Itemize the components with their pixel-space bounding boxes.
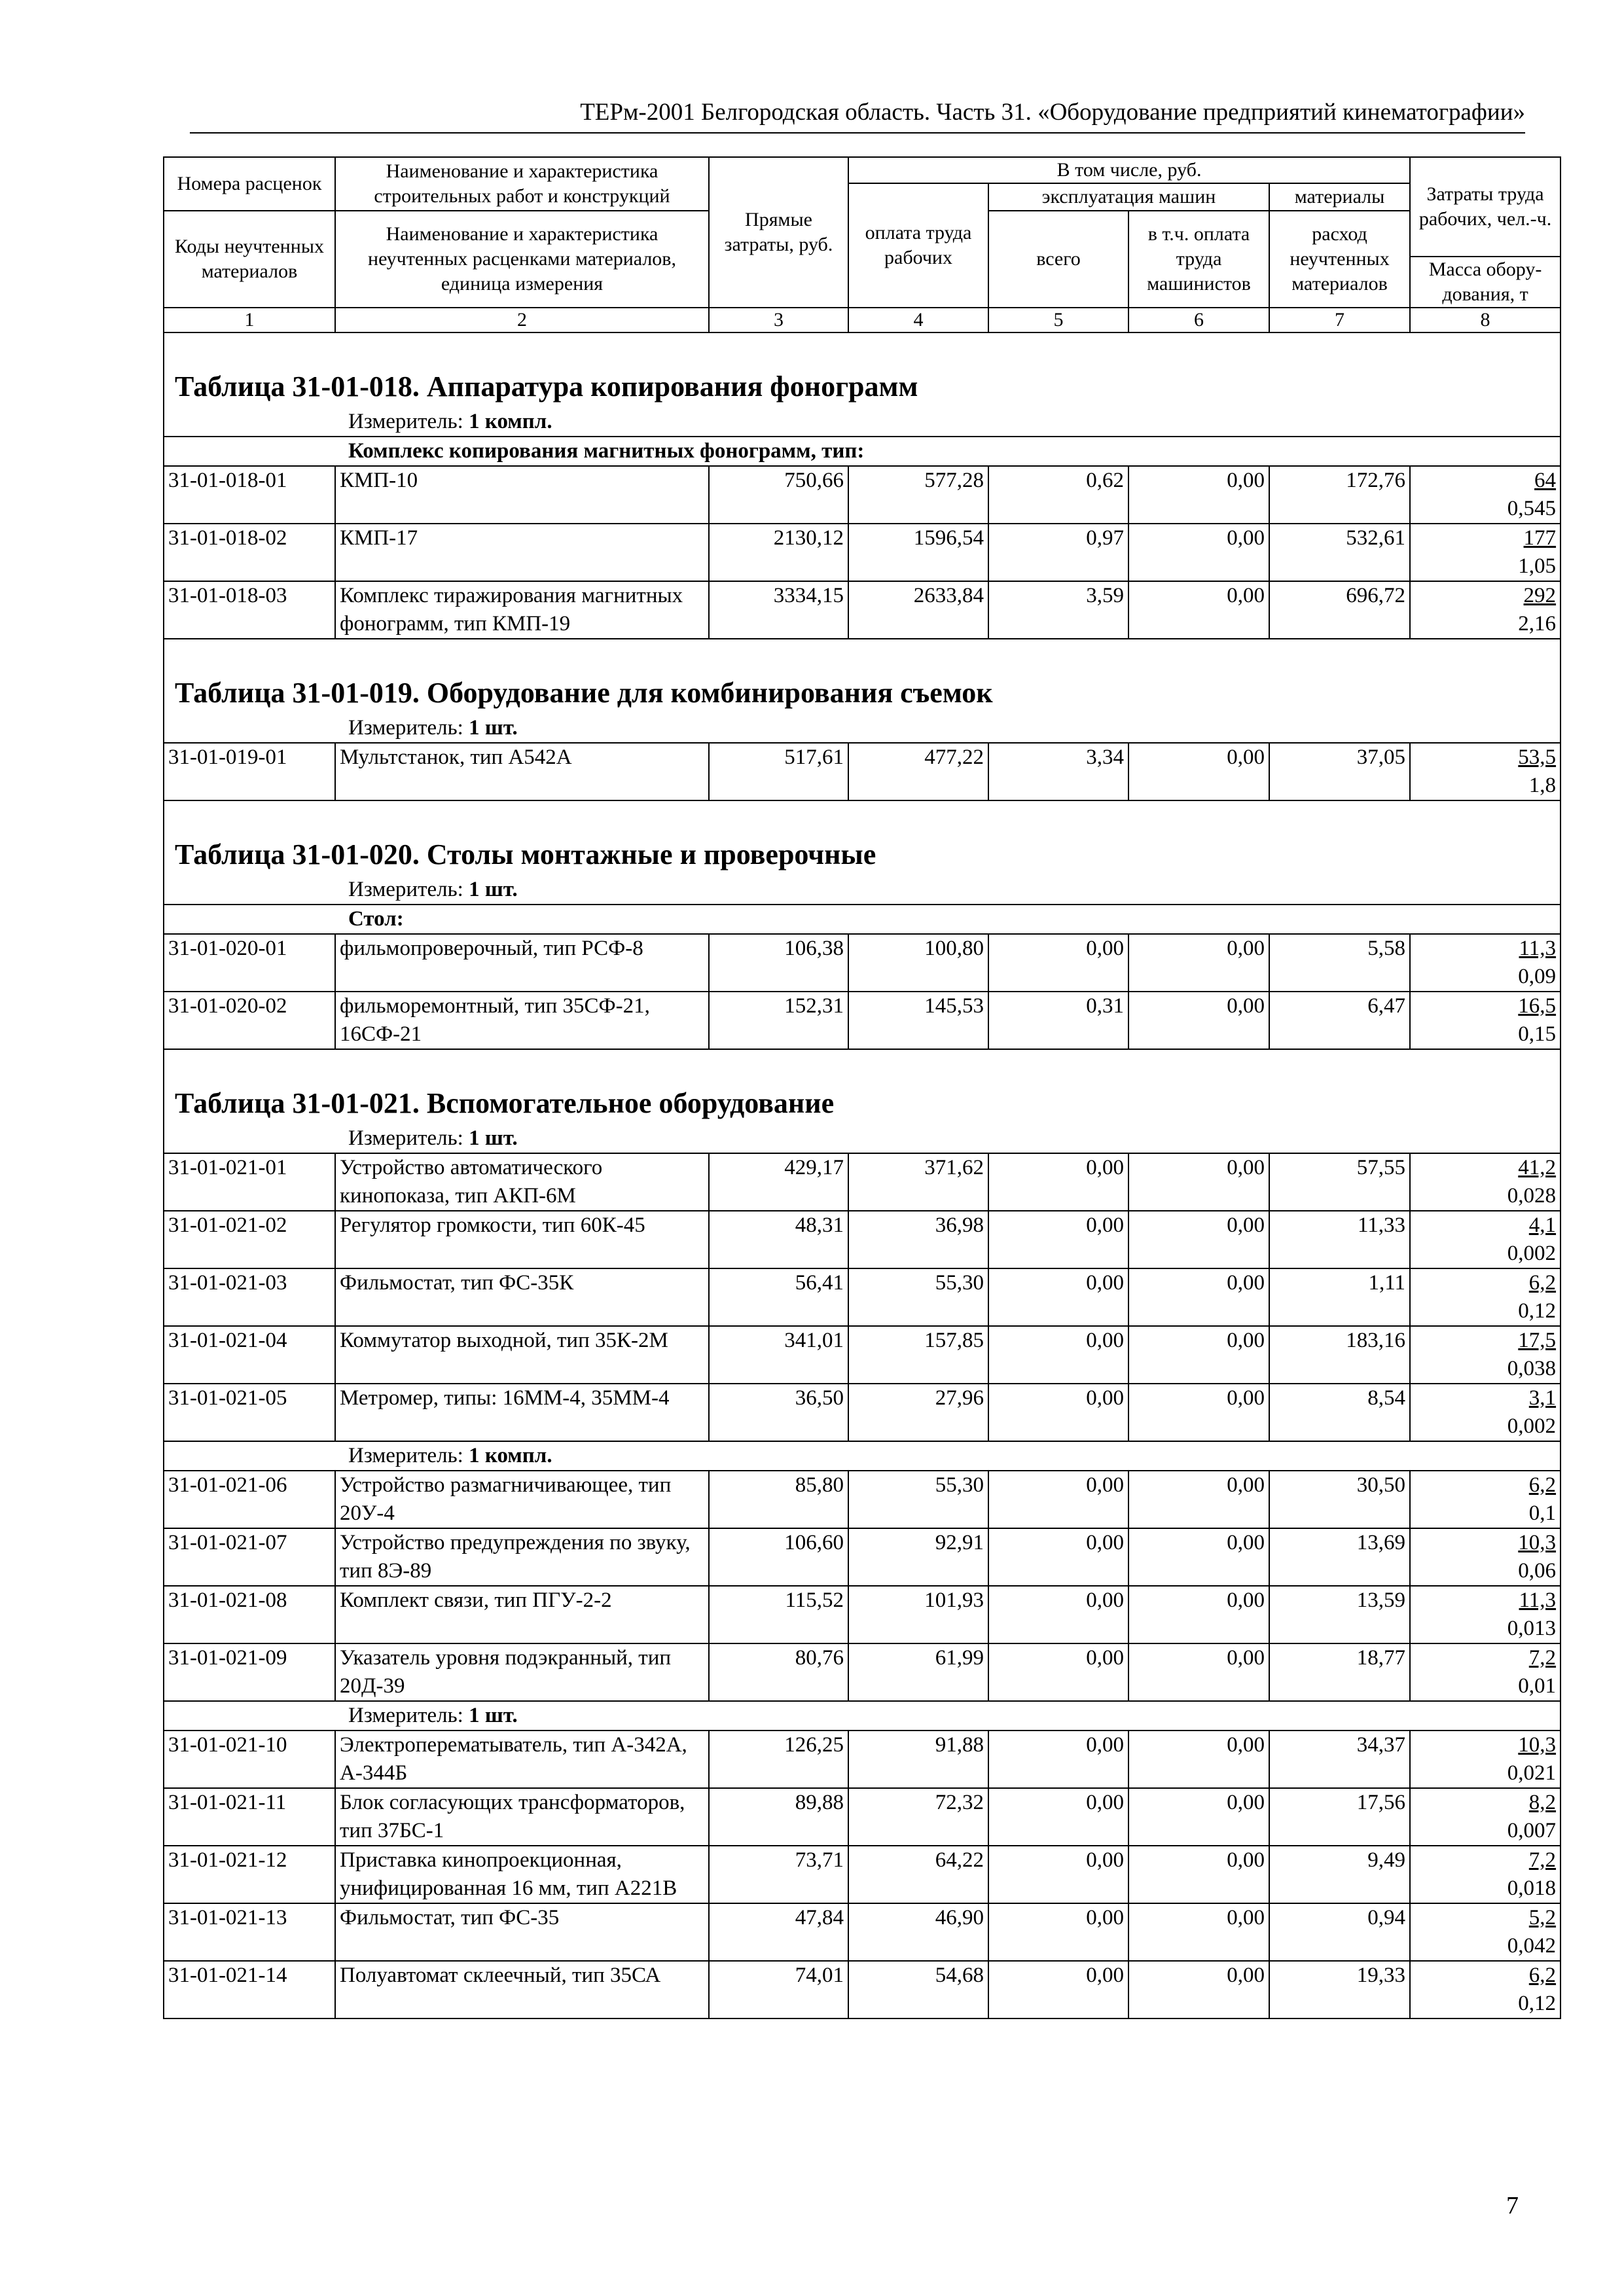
direct-cost-cell: 341,01 [709, 1326, 848, 1384]
machines-cell: 0,97 [988, 524, 1128, 581]
direct-cost-cell: 517,61 [709, 743, 848, 800]
machines-cell: 0,00 [988, 1326, 1128, 1384]
direct-cost-cell: 115,52 [709, 1586, 848, 1643]
mass-value: 0,042 [1507, 1934, 1557, 1958]
labor-value: 41,2 [1518, 1156, 1557, 1179]
labor-mass-cell [1410, 1643, 1561, 1701]
machines-cell: 0,31 [988, 992, 1128, 1049]
mass-value: 0,1 [1528, 1501, 1557, 1525]
direct-cost-cell: 48,31 [709, 1211, 848, 1268]
meter-unit: 1 шт. [469, 1704, 518, 1727]
meter-row [164, 1701, 1561, 1731]
rate-code-cell: 31-01-021-01 [164, 1153, 335, 1211]
meter-unit: 1 компл. [469, 410, 552, 433]
rate-code-cell: 31-01-020-02 [164, 992, 335, 1049]
direct-cost-cell: 2130,12 [709, 524, 848, 581]
labor-mass-cell [1410, 1268, 1561, 1326]
header-unaccounted-materials: расход неучтенных материалов [1269, 211, 1410, 308]
work-name-cell: Фильмостат, тип ФС-35 [335, 1903, 709, 1961]
meter-unit: 1 шт. [469, 716, 518, 740]
rate-code-cell: 31-01-019-01 [164, 743, 335, 800]
materials-cell: 8,54 [1269, 1384, 1410, 1441]
labor-mass-cell [1410, 1153, 1561, 1211]
meter-row [164, 1124, 1561, 1153]
column-number: 5 [988, 308, 1128, 332]
meter-unit: 1 компл. [469, 1444, 552, 1467]
work-name-cell: КМП-10 [335, 466, 709, 524]
section-title: Таблица 31-01-018. Аппаратура копирования фонограмм [175, 370, 918, 403]
section-title-cell [164, 800, 1561, 876]
direct-cost-cell: 56,41 [709, 1268, 848, 1326]
header-work-name: Наименование и характеристика строительных работ и конструкций [335, 157, 709, 211]
machinists-pay-cell: 0,00 [1128, 581, 1269, 639]
labor-pay-cell: 64,22 [848, 1846, 988, 1903]
materials-cell: 183,16 [1269, 1326, 1410, 1384]
materials-cell: 13,59 [1269, 1586, 1410, 1643]
meter-cell [164, 1441, 1561, 1471]
rate-code-cell: 31-01-021-04 [164, 1326, 335, 1384]
section-title: Таблица 31-01-019. Оборудование для комбинирования съемок [175, 677, 993, 709]
machinists-pay-cell: 0,00 [1128, 1384, 1269, 1441]
materials-cell: 172,76 [1269, 466, 1410, 524]
mass-value: 0,12 [1518, 1992, 1557, 2015]
table-row [164, 1211, 1561, 1268]
machinists-pay-cell: 0,00 [1128, 1788, 1269, 1846]
machinists-pay-cell: 0,00 [1128, 1731, 1269, 1788]
rates-table [163, 156, 1561, 2019]
machines-cell: 0,00 [988, 1471, 1128, 1528]
rate-code-cell: 31-01-021-14 [164, 1961, 335, 2018]
table-row [164, 1788, 1561, 1846]
machinists-pay-cell: 0,00 [1128, 1586, 1269, 1643]
materials-cell: 17,56 [1269, 1788, 1410, 1846]
machines-cell: 0,00 [988, 1903, 1128, 1961]
work-name-cell: Фильмостат, тип ФС-35К [335, 1268, 709, 1326]
direct-cost-cell: 47,84 [709, 1903, 848, 1961]
meter-cell [164, 408, 1561, 437]
header-including: В том числе, руб. [848, 157, 1410, 183]
rate-code-cell: 31-01-021-09 [164, 1643, 335, 1701]
labor-mass-cell [1410, 934, 1561, 992]
mass-value: 0,15 [1518, 1022, 1557, 1046]
table-row [164, 992, 1561, 1049]
section-title: Таблица 31-01-020. Столы монтажные и проверочные [175, 838, 876, 870]
labor-value: 64 [1534, 469, 1557, 492]
labor-mass-cell [1410, 1326, 1561, 1384]
materials-cell: 13,69 [1269, 1528, 1410, 1586]
materials-cell: 11,33 [1269, 1211, 1410, 1268]
materials-cell: 18,77 [1269, 1643, 1410, 1701]
labor-pay-cell: 100,80 [848, 934, 988, 992]
table-row [164, 1586, 1561, 1643]
materials-cell: 34,37 [1269, 1731, 1410, 1788]
meter-label: Измеритель: [348, 878, 463, 901]
table-row [164, 1903, 1561, 1961]
machinists-pay-cell: 0,00 [1128, 1643, 1269, 1701]
materials-cell: 5,58 [1269, 934, 1410, 992]
mass-value: 0,018 [1507, 1876, 1557, 1900]
table-row [164, 1384, 1561, 1441]
work-name-cell: Комплект связи, тип ПГУ-2-2 [335, 1586, 709, 1643]
mass-value: 0,021 [1507, 1761, 1557, 1785]
materials-cell: 696,72 [1269, 581, 1410, 639]
machinists-pay-cell: 0,00 [1128, 1961, 1269, 2018]
labor-pay-cell: 91,88 [848, 1731, 988, 1788]
rate-code-cell: 31-01-018-03 [164, 581, 335, 639]
labor-value: 7,2 [1528, 1646, 1557, 1670]
group-row [164, 905, 1561, 934]
mass-value: 0,038 [1507, 1357, 1557, 1380]
labor-mass-cell [1410, 1471, 1561, 1528]
labor-mass-cell [1410, 1788, 1561, 1846]
mass-value: 0,007 [1507, 1819, 1557, 1842]
machinists-pay-cell: 0,00 [1128, 1471, 1269, 1528]
header-codes-unaccounted: Коды неучтенных материалов [164, 211, 335, 308]
labor-mass-cell [1410, 581, 1561, 639]
section-title-cell [164, 639, 1561, 714]
table-row [164, 743, 1561, 800]
table-row [164, 581, 1561, 639]
labor-pay-cell: 36,98 [848, 1211, 988, 1268]
column-number: 3 [709, 308, 848, 332]
machines-cell: 0,00 [988, 1586, 1128, 1643]
machines-cell: 0,62 [988, 466, 1128, 524]
header-materials-name: Наименование и характеристика неучтенных расценками материалов, единица измерения [335, 211, 709, 308]
mass-value: 0,09 [1518, 965, 1557, 988]
labor-value: 11,3 [1519, 937, 1557, 960]
table-row [164, 1153, 1561, 1211]
table-row [164, 524, 1561, 581]
mass-value: 0,013 [1507, 1617, 1557, 1640]
rate-code-cell: 31-01-021-07 [164, 1528, 335, 1586]
materials-cell: 532,61 [1269, 524, 1410, 581]
labor-mass-cell [1410, 1586, 1561, 1643]
table-row [164, 1471, 1561, 1528]
machinists-pay-cell: 0,00 [1128, 1326, 1269, 1384]
rate-code-cell: 31-01-018-01 [164, 466, 335, 524]
direct-cost-cell: 89,88 [709, 1788, 848, 1846]
rate-code-cell: 31-01-021-08 [164, 1586, 335, 1643]
labor-value: 5,2 [1528, 1906, 1557, 1929]
direct-cost-cell: 3334,15 [709, 581, 848, 639]
machinists-pay-cell: 0,00 [1128, 524, 1269, 581]
labor-value: 11,3 [1519, 1588, 1557, 1612]
labor-mass-cell [1410, 992, 1561, 1049]
labor-value: 177 [1523, 526, 1557, 550]
labor-pay-cell: 92,91 [848, 1528, 988, 1586]
meter-row [164, 714, 1561, 743]
work-name-cell: Приставка кинопроекционная, унифицированная 16 мм, тип А221В [335, 1846, 709, 1903]
machines-cell: 0,00 [988, 1528, 1128, 1586]
machinists-pay-cell: 0,00 [1128, 1268, 1269, 1326]
labor-mass-cell [1410, 1528, 1561, 1586]
table-row [164, 1268, 1561, 1326]
labor-mass-cell [1410, 1961, 1561, 2018]
machines-cell: 0,00 [988, 1846, 1128, 1903]
header-rate-numbers: Номера расценок [164, 157, 335, 211]
direct-cost-cell: 106,38 [709, 934, 848, 992]
labor-pay-cell: 371,62 [848, 1153, 988, 1211]
mass-value: 0,028 [1507, 1184, 1557, 1208]
machinists-pay-cell: 0,00 [1128, 1846, 1269, 1903]
labor-pay-cell: 2633,84 [848, 581, 988, 639]
rate-code-cell: 31-01-020-01 [164, 934, 335, 992]
machinists-pay-cell: 0,00 [1128, 934, 1269, 992]
materials-cell: 57,55 [1269, 1153, 1410, 1211]
meter-unit: 1 шт. [469, 1126, 518, 1150]
labor-value: 10,3 [1518, 1733, 1557, 1757]
labor-mass-cell [1410, 1384, 1561, 1441]
table-row [164, 1643, 1561, 1701]
work-name-cell: Мультстанок, тип А542А [335, 743, 709, 800]
machines-cell: 0,00 [988, 1961, 1128, 2018]
machines-cell: 0,00 [988, 934, 1128, 992]
meter-label: Измеритель: [348, 1126, 463, 1150]
direct-cost-cell: 74,01 [709, 1961, 848, 2018]
group-row [164, 437, 1561, 466]
work-name-cell: фильмопроверочный, тип РСФ-8 [335, 934, 709, 992]
machines-cell: 0,00 [988, 1731, 1128, 1788]
labor-mass-cell [1410, 466, 1561, 524]
materials-cell: 0,94 [1269, 1903, 1410, 1961]
table-header [164, 157, 1561, 332]
work-name-cell: Электроперематыватель, тип А-342А, А-344Б [335, 1731, 709, 1788]
running-head: ТЕРм-2001 Белгородская область. Часть 31. «Оборудование предприятий кинематографии» [190, 98, 1525, 134]
labor-pay-cell: 1596,54 [848, 524, 988, 581]
work-name-cell: КМП-17 [335, 524, 709, 581]
machinists-pay-cell: 0,00 [1128, 1211, 1269, 1268]
meter-label: Измеритель: [348, 716, 463, 740]
header-equipment-mass: Масса обору-дования, т [1410, 257, 1561, 308]
group-label: Стол: [164, 905, 1561, 934]
meter-cell [164, 714, 1561, 743]
materials-cell: 30,50 [1269, 1471, 1410, 1528]
rate-code-cell: 31-01-021-02 [164, 1211, 335, 1268]
column-numbers-row [164, 308, 1561, 332]
header-machine-operation: эксплуатация машин [988, 183, 1269, 211]
table-row [164, 934, 1561, 992]
direct-cost-cell: 106,60 [709, 1528, 848, 1586]
work-name-cell: Комплекс тиражирования магнитных фонограмм, тип КМП-19 [335, 581, 709, 639]
labor-value: 17,5 [1518, 1329, 1557, 1352]
direct-cost-cell: 152,31 [709, 992, 848, 1049]
labor-mass-cell [1410, 1211, 1561, 1268]
mass-value: 1,8 [1528, 774, 1557, 797]
table-row [164, 466, 1561, 524]
labor-value: 4,1 [1528, 1213, 1557, 1237]
meter-cell [164, 876, 1561, 905]
machines-cell: 0,00 [988, 1211, 1128, 1268]
labor-pay-cell: 55,30 [848, 1268, 988, 1326]
header-machines-total: всего [988, 211, 1128, 308]
table-row [164, 1846, 1561, 1903]
page-number: 7 [1506, 2192, 1519, 2219]
column-number: 4 [848, 308, 988, 332]
mass-value: 0,06 [1518, 1559, 1557, 1583]
direct-cost-cell: 85,80 [709, 1471, 848, 1528]
labor-pay-cell: 157,85 [848, 1326, 988, 1384]
mass-value: 0,002 [1507, 1414, 1557, 1438]
rate-code-cell: 31-01-021-05 [164, 1384, 335, 1441]
labor-pay-cell: 27,96 [848, 1384, 988, 1441]
header-materials: материалы [1269, 183, 1410, 211]
work-name-cell: Коммутатор выходной, тип 35К-2М [335, 1326, 709, 1384]
rate-code-cell: 31-01-021-11 [164, 1788, 335, 1846]
labor-pay-cell: 101,93 [848, 1586, 988, 1643]
mass-value: 0,002 [1507, 1242, 1557, 1265]
direct-cost-cell: 750,66 [709, 466, 848, 524]
labor-value: 10,3 [1518, 1531, 1557, 1554]
rate-code-cell: 31-01-021-03 [164, 1268, 335, 1326]
meter-cell [164, 1701, 1561, 1731]
machines-cell: 0,00 [988, 1268, 1128, 1326]
column-number: 6 [1128, 308, 1269, 332]
machinists-pay-cell: 0,00 [1128, 1528, 1269, 1586]
header-machinists-pay: в т.ч. оплата труда машинистов [1128, 211, 1269, 308]
section-title-cell [164, 332, 1561, 408]
machinists-pay-cell: 0,00 [1128, 466, 1269, 524]
table-row [164, 1731, 1561, 1788]
machines-cell: 0,00 [988, 1384, 1128, 1441]
table-row [164, 1326, 1561, 1384]
machines-cell: 3,34 [988, 743, 1128, 800]
column-number: 8 [1410, 308, 1561, 332]
rate-code-cell: 31-01-021-06 [164, 1471, 335, 1528]
direct-cost-cell: 73,71 [709, 1846, 848, 1903]
materials-cell: 1,11 [1269, 1268, 1410, 1326]
labor-pay-cell: 72,32 [848, 1788, 988, 1846]
labor-pay-cell: 145,53 [848, 992, 988, 1049]
labor-value: 16,5 [1518, 994, 1557, 1018]
labor-pay-cell: 55,30 [848, 1471, 988, 1528]
labor-value: 8,2 [1528, 1791, 1557, 1814]
section-title-row [164, 1049, 1561, 1124]
meter-label: Измеритель: [348, 410, 463, 433]
section-title-row [164, 800, 1561, 876]
section-title-cell [164, 1049, 1561, 1124]
mass-value: 2,16 [1518, 612, 1557, 636]
labor-value: 6,2 [1528, 1271, 1557, 1295]
labor-mass-cell [1410, 1903, 1561, 1961]
machines-cell: 0,00 [988, 1643, 1128, 1701]
labor-value: 292 [1523, 584, 1557, 607]
work-name-cell: Полуавтомат склеечный, тип 35СА [335, 1961, 709, 2018]
work-name-cell: Блок согласующих трансформаторов, тип 37БС-1 [335, 1788, 709, 1846]
materials-cell: 37,05 [1269, 743, 1410, 800]
machines-cell: 3,59 [988, 581, 1128, 639]
section-title-row [164, 332, 1561, 408]
direct-cost-cell: 36,50 [709, 1384, 848, 1441]
labor-value: 6,2 [1528, 1964, 1557, 1987]
work-name-cell: фильморемонтный, тип 35СФ-21, 16СФ-21 [335, 992, 709, 1049]
work-name-cell: Устройство автоматического кинопоказа, тип АКП-6М [335, 1153, 709, 1211]
direct-cost-cell: 126,25 [709, 1731, 848, 1788]
work-name-cell: Регулятор громкости, тип 60К-45 [335, 1211, 709, 1268]
labor-value: 3,1 [1528, 1386, 1557, 1410]
meter-row [164, 1441, 1561, 1471]
section-title-row [164, 639, 1561, 714]
table-body [164, 332, 1561, 2018]
labor-value: 53,5 [1518, 745, 1557, 769]
work-name-cell: Устройство предупреждения по звуку, тип 8Э-89 [335, 1528, 709, 1586]
labor-mass-cell [1410, 1846, 1561, 1903]
meter-label: Измеритель: [348, 1444, 463, 1467]
column-number: 7 [1269, 308, 1410, 332]
meter-row [164, 876, 1561, 905]
work-name-cell: Устройство размагничивающее, тип 20У-4 [335, 1471, 709, 1528]
direct-cost-cell: 80,76 [709, 1643, 848, 1701]
labor-mass-cell [1410, 524, 1561, 581]
machinists-pay-cell: 0,00 [1128, 992, 1269, 1049]
column-number: 2 [335, 308, 709, 332]
column-number: 1 [164, 308, 335, 332]
rate-code-cell: 31-01-018-02 [164, 524, 335, 581]
machinists-pay-cell: 0,00 [1128, 1903, 1269, 1961]
table-row [164, 1528, 1561, 1586]
labor-pay-cell: 54,68 [848, 1961, 988, 2018]
labor-value: 7,2 [1528, 1848, 1557, 1872]
group-label: Комплекс копирования магнитных фонограмм, тип: [164, 437, 1561, 466]
work-name-cell: Метромер, типы: 16ММ-4, 35ММ-4 [335, 1384, 709, 1441]
machines-cell: 0,00 [988, 1153, 1128, 1211]
work-name-cell: Указатель уровня подэкранный, тип 20Д-39 [335, 1643, 709, 1701]
section-title: Таблица 31-01-021. Вспомогательное оборудование [175, 1087, 835, 1119]
mass-value: 0,01 [1518, 1674, 1557, 1698]
meter-unit: 1 шт. [469, 878, 518, 901]
labor-pay-cell: 477,22 [848, 743, 988, 800]
table-row [164, 1961, 1561, 2018]
materials-cell: 19,33 [1269, 1961, 1410, 2018]
labor-mass-cell [1410, 1731, 1561, 1788]
mass-value: 0,545 [1507, 497, 1557, 520]
meter-row [164, 408, 1561, 437]
labor-pay-cell: 46,90 [848, 1903, 988, 1961]
materials-cell: 6,47 [1269, 992, 1410, 1049]
header-labor-pay: оплата труда рабочих [848, 183, 988, 308]
header-labor-costs: Затраты труда рабочих, чел.-ч. [1410, 157, 1561, 257]
rate-code-cell: 31-01-021-12 [164, 1846, 335, 1903]
header-direct-costs: Прямые затраты, руб. [709, 157, 848, 308]
rate-code-cell: 31-01-021-10 [164, 1731, 335, 1788]
machinists-pay-cell: 0,00 [1128, 1153, 1269, 1211]
mass-value: 0,12 [1518, 1299, 1557, 1323]
direct-cost-cell: 429,17 [709, 1153, 848, 1211]
mass-value: 1,05 [1518, 554, 1557, 578]
labor-value: 6,2 [1528, 1473, 1557, 1497]
machines-cell: 0,00 [988, 1788, 1128, 1846]
materials-cell: 9,49 [1269, 1846, 1410, 1903]
meter-cell [164, 1124, 1561, 1153]
labor-mass-cell [1410, 743, 1561, 800]
rate-code-cell: 31-01-021-13 [164, 1903, 335, 1961]
labor-pay-cell: 61,99 [848, 1643, 988, 1701]
machinists-pay-cell: 0,00 [1128, 743, 1269, 800]
meter-label: Измеритель: [348, 1704, 463, 1727]
labor-pay-cell: 577,28 [848, 466, 988, 524]
